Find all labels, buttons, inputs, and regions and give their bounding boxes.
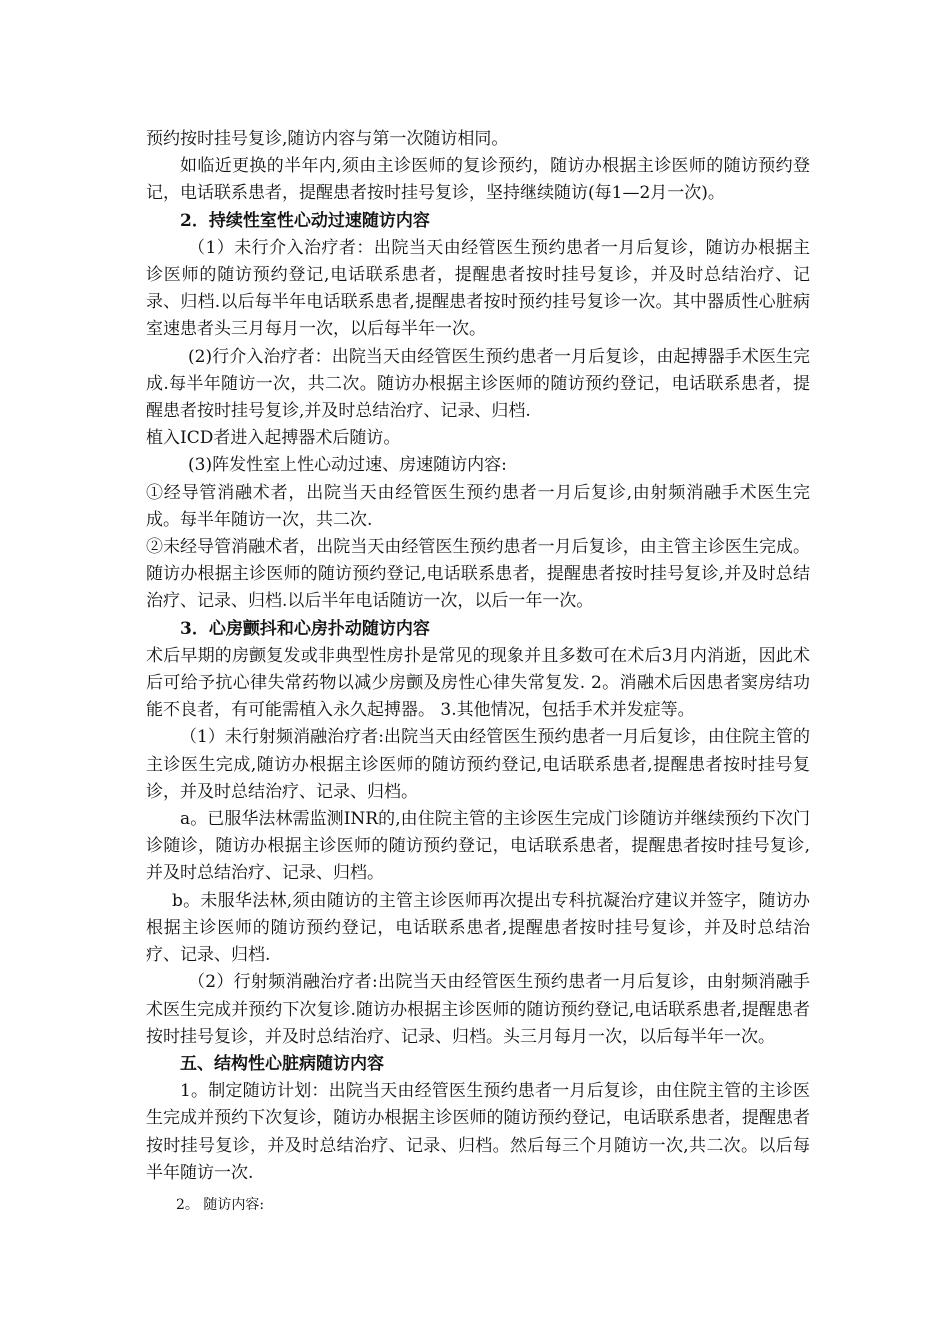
- paragraph: (2)行介入治疗者：出院当天由经管医生预约患者一月后复诊，由起搏器手术医生完成.每半年随访一次，共二次。随访办根据主诊医师的随访预约登记，电话联系患者，提醒患者按时挂号复诊,并及时总结治疗、记录、归档.: [146, 346, 810, 422]
- paragraph: （2）行射频消融治疗者:出院当天由经管医生预约患者一月后复诊，由射频消融手术医生完成并预约下次复诊.随访办根据主诊医师的随访预约登记,电话联系患者,提醒患者按时挂号复诊，并及时总结治疗、记录、归档。头三月每月一次，以后每半年一次。: [146, 972, 810, 1047]
- paragraph: 1。制定随访计划：出院当天由经管医生预约患者一月后复诊，由住院主管的主诊医生完成并预约下次复诊，随访办根据主诊医师的随访预约登记，电话联系患者，提醒患者按时挂号复诊，并及时总结治疗、记录、归档。然后每三个月随访一次,共二次。以后每半年随访一次.: [146, 1081, 810, 1183]
- list-item: ①经导管消融术者，出院当天由经管医生预约患者一月后复诊,由射频消融手术医生完成。每半年随访一次，共二次.: [146, 482, 810, 530]
- document-page: [146, 126, 810, 1217]
- section-heading: 3．心房颤抖和心房扑动随访内容: [180, 618, 430, 639]
- paragraph: 预约按时挂号复诊,随访内容与第一次随访相同。: [146, 129, 509, 149]
- paragraph: 2。 随访内容:: [176, 1196, 265, 1213]
- paragraph: b。未服华法林,须由随访的主管主诊医师再次提出专科抗凝治疗建议并签字，随访办根据主诊医师的随访预约登记，电话联系患者,提醒患者按时挂号复诊，并及时总结治疗、记录、归档.: [146, 890, 810, 966]
- paragraph: 植入ICD者进入起搏器术后随访。: [146, 428, 401, 449]
- paragraph: (3)阵发性室上性心动过速、房速随访内容:: [188, 455, 507, 476]
- paragraph: a。已服华法林需监测INR的,由住院主管的主诊医生完成门诊随访并继续预约下次门诊随诊，随访办根据主诊医师的随访预约登记，电话联系患者，提醒患者按时挂号复诊,并及时总结治疗、记录、归档。: [146, 809, 810, 884]
- paragraph: （1）未行射频消融治疗者:出院当天由经管医生预约患者一月后复诊，由住院主管的主诊医生完成,随访办根据主诊医师的随访预约登记,电话联系患者,提醒患者按时挂号复诊，并及时总结治疗、记录、归档。: [146, 727, 810, 802]
- paragraph: （1）未行介入治疗者：出院当天由经管医生预约患者一月后复诊，随访办根据主诊医师的随访预约登记,电话联系患者，提醒患者按时挂号复诊，并及时总结治疗、记录、归档.以后每半年电话联系患者,提醒患者按时预约挂号复诊一次。其中器质性心脏病室速患者头三月每月一次，以后每半年一次。: [146, 237, 810, 340]
- paragraph: 术后早期的房颤复发或非典型性房扑是常见的现象并且多数可在术后3月内消逝，因此术后可给予抗心律失常药物以减少房颤及房性心律失常复发. 2。消融术后因患者窦房结功能不良者，有可能需植入永久起搏器。 3.其他情况，包括手术并发症等。: [146, 645, 810, 721]
- section-heading: 2．持续性室性心动过速随访内容: [180, 210, 430, 231]
- paragraph: 如临近更换的半年内,须由主诊医师的复诊预约，随访办根据主诊医师的随访预约登记，电话联系患者，提醒患者按时挂号复诊，坚持继续随访(每1—2月一次)。: [146, 156, 810, 204]
- section-heading: 五、结构性心脏病随访内容: [180, 1053, 384, 1074]
- list-item: ②未经导管消融术者，出院当天由经管医生预约患者一月后复诊，由主管主诊医生完成。随访办根据主诊医师的随访预约登记,电话联系患者，提醒患者按时挂号复诊,并及时总结治疗、记录、归档.以后半年电话随访一次，以后一年一次。: [146, 537, 810, 612]
